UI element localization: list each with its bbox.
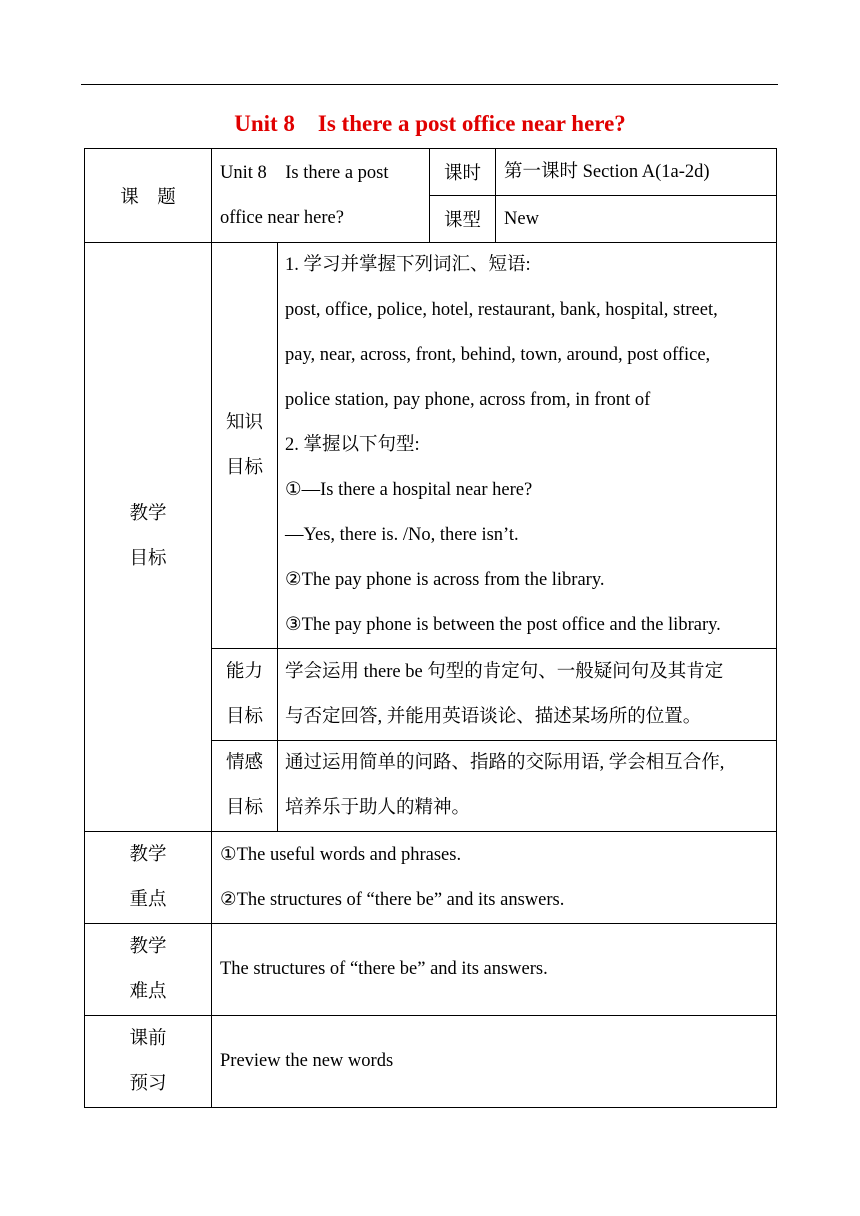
header-rule bbox=[81, 84, 778, 85]
period-label: 课时 bbox=[443, 164, 481, 184]
knowledge-label-2: 目标 bbox=[225, 457, 263, 478]
topic-label: 课 题 bbox=[120, 187, 176, 208]
difficulties-text: The structures of “there be” and its answers. bbox=[220, 959, 548, 979]
topic-line-1: Unit 8 Is there a post bbox=[220, 162, 389, 183]
key-points-label-1: 教学 bbox=[129, 844, 167, 865]
key-points-content-cell bbox=[212, 832, 777, 924]
ability-label-1: 能力 bbox=[225, 661, 263, 682]
difficulties-label-2: 难点 bbox=[129, 981, 167, 1002]
table-row bbox=[85, 243, 777, 649]
topic-line-2: office near here? bbox=[220, 207, 344, 228]
knowledge-content-cell bbox=[278, 243, 777, 649]
table-row bbox=[85, 832, 777, 924]
topic-value-cell bbox=[212, 149, 430, 243]
period-label-cell bbox=[430, 149, 496, 196]
preview-content-cell bbox=[212, 1016, 777, 1108]
topic-label-cell bbox=[85, 149, 212, 243]
table-row bbox=[85, 149, 777, 196]
key-points-content bbox=[212, 833, 776, 923]
emotion-line: 通过运用简单的问路、指路的交际用语, 学会相互合作, bbox=[285, 753, 725, 773]
knowledge-line: —Yes, there is. /No, there isn’t. bbox=[285, 525, 519, 545]
knowledge-label-cell bbox=[212, 243, 278, 649]
knowledge-line: police station, pay phone, across from, in front of bbox=[285, 390, 651, 410]
knowledge-line: post, office, police, hotel, restaurant, bank, hospital, street, bbox=[285, 300, 718, 320]
ability-line: 与否定回答, 并能用英语谈论、描述某场所的位置。 bbox=[285, 706, 702, 727]
knowledge-content bbox=[278, 243, 776, 648]
topic-value bbox=[212, 151, 429, 241]
emotion-label-1: 情感 bbox=[225, 753, 263, 773]
table-row bbox=[85, 1016, 777, 1108]
preview-label-1: 课前 bbox=[129, 1028, 167, 1049]
period-value-cell bbox=[496, 149, 777, 196]
knowledge-line: ③The pay phone is between the post office and the library. bbox=[285, 615, 721, 635]
key-points-label-cell bbox=[85, 832, 212, 924]
type-label-cell bbox=[430, 196, 496, 243]
type-label: 课型 bbox=[443, 211, 481, 231]
knowledge-line: pay, near, across, front, behind, town, around, post office, bbox=[285, 345, 711, 365]
ability-line: 学会运用 there be 句型的肯定句、一般疑问句及其肯定 bbox=[285, 661, 724, 682]
objectives-label-2: 目标 bbox=[129, 549, 167, 569]
type-value-cell bbox=[496, 196, 777, 243]
emotion-content-cell bbox=[278, 741, 777, 832]
objectives-label-cell bbox=[85, 243, 212, 832]
ability-label-cell bbox=[212, 649, 278, 741]
ability-label-2: 目标 bbox=[225, 706, 263, 727]
page-title: Unit 8 Is there a post office near here? bbox=[234, 111, 626, 136]
key-points-label-2: 重点 bbox=[129, 889, 167, 910]
knowledge-line: 1. 学习并掌握下列词汇、短语: bbox=[285, 255, 531, 275]
table-row bbox=[85, 924, 777, 1016]
difficulties-label-cell bbox=[85, 924, 212, 1016]
preview-text: Preview the new words bbox=[220, 1051, 394, 1071]
objectives-label-1: 教学 bbox=[129, 504, 167, 524]
key-point-line: ①The useful words and phrases. bbox=[220, 844, 462, 865]
preview-label-cell bbox=[85, 1016, 212, 1108]
lesson-plan-table bbox=[84, 148, 777, 1108]
emotion-line: 培养乐于助人的精神。 bbox=[285, 798, 471, 818]
emotion-label-2: 目标 bbox=[225, 798, 263, 818]
difficulties-content-cell bbox=[212, 924, 777, 1016]
type-value: New bbox=[504, 208, 539, 229]
ability-content-cell bbox=[278, 649, 777, 741]
emotion-content bbox=[278, 741, 776, 831]
preview-label-2: 预习 bbox=[129, 1073, 167, 1094]
knowledge-line: ②The pay phone is across from the library. bbox=[285, 570, 605, 590]
knowledge-line: ①—Is there a hospital near here? bbox=[285, 480, 533, 500]
ability-content bbox=[278, 650, 776, 740]
period-value: 第一课时 Section A(1a-2d) bbox=[504, 161, 710, 182]
knowledge-line: 2. 掌握以下句型: bbox=[285, 435, 420, 455]
emotion-label-cell bbox=[212, 741, 278, 832]
difficulties-label-1: 教学 bbox=[129, 936, 167, 957]
key-point-line: ②The structures of “there be” and its answers. bbox=[220, 889, 565, 910]
knowledge-label-1: 知识 bbox=[225, 412, 263, 433]
